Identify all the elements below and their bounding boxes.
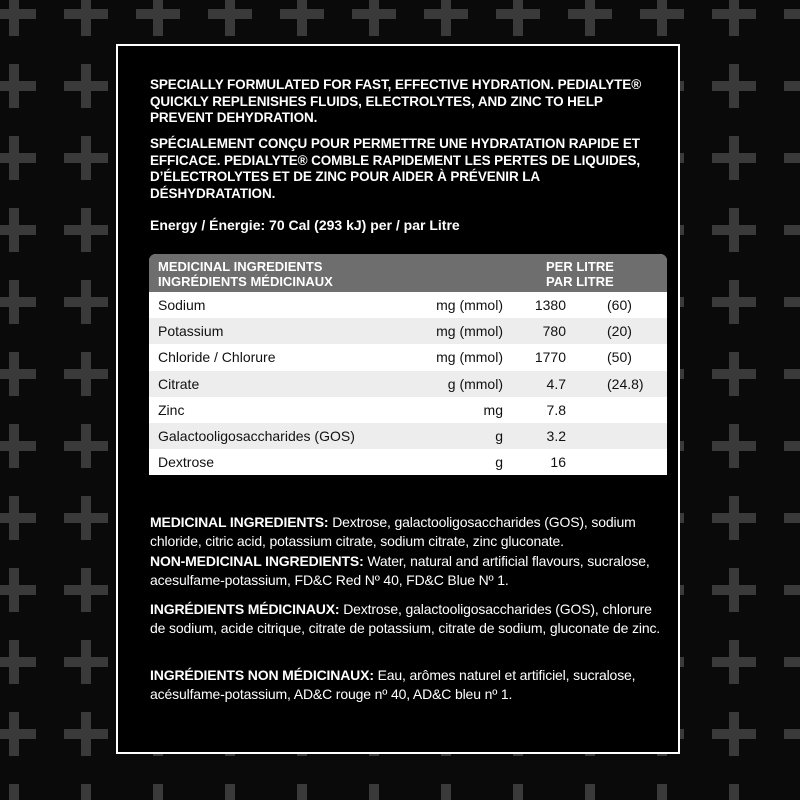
ingredient-name: Dextrose	[158, 454, 215, 471]
table-row	[149, 371, 667, 397]
ingredient-unit: mg (mmol)	[436, 323, 503, 340]
ingredient-value: 4.7	[546, 375, 566, 392]
header-per-litre: PER LITRE PAR LITRE	[546, 259, 614, 289]
ingredient-value: 780	[542, 323, 566, 340]
ingredients-non-medicinaux-paragraph: INGRÉDIENTS NON MÉDICINAUX: Eau, arômes naturel et artificiel, sucralose, acésulfame-potassium, AD&C rouge nº 40, AD&C bleu nº 1.	[150, 667, 636, 702]
non-medicinal-ingredients-paragraph: NON-MEDICINAL INGREDIENTS: Water, natural and artificial flavours, sucralose, acesulfame-potassium, FD&C Red Nº 40, FD&C Blue Nº 1.	[150, 553, 650, 588]
ingredient-name: Sodium	[158, 297, 206, 313]
ingredient-mmol: (24.8)	[607, 375, 644, 392]
label-panel	[116, 44, 680, 754]
table-row	[149, 318, 667, 344]
ingredients-medicinaux-paragraph: INGRÉDIENTS MÉDICINAUX: Dextrose, galactooligosaccharides (GOS), chlorure de sodium, acide citrique, citrate de potassium, citrate de sodium, gluconate de zinc.	[150, 601, 661, 636]
intro-english: SPECIALLY FORMULATED FOR FAST, EFFECTIVE HYDRATION. PEDIALYTE® QUICKLY REPLENISHES FLUIDS, ELECTROLYTES, AND ZINC TO HELP PREVENT DEHYDRATION.	[150, 77, 642, 125]
ingredient-mmol: (50)	[607, 349, 632, 366]
table-row	[149, 423, 667, 449]
ingredient-value: 16	[550, 454, 566, 471]
ingredient-unit: g (mmol)	[447, 375, 503, 392]
header-ingredients: MEDICINAL INGREDIENTS INGRÉDIENTS MÉDICINAUX	[158, 259, 333, 289]
medicinal-ingredients-paragraph: MEDICINAL INGREDIENTS: Dextrose, galactooligosaccharides (GOS), sodium chloride, citric acid, potassium citrate, sodium citrate, zinc gluconate.	[150, 514, 636, 549]
ingredient-unit: mg (mmol)	[436, 297, 503, 313]
table-row	[149, 449, 667, 475]
medicinal-ingredients-table	[149, 254, 667, 475]
ingredient-value: 1770	[534, 349, 566, 366]
ingredient-unit: mg (mmol)	[436, 349, 503, 366]
table-row	[149, 292, 667, 318]
ingredient-unit: mg	[483, 401, 503, 418]
ingredient-value: 7.8	[546, 401, 566, 418]
ingredient-value: 1380	[534, 297, 566, 313]
ingredient-name: Citrate	[158, 375, 200, 392]
ingredient-unit: g	[495, 427, 503, 444]
ingredient-name: Chloride / Chlorure	[158, 349, 276, 366]
ingredient-mmol: (20)	[607, 323, 632, 340]
intro-french: SPÉCIALEMENT CONÇU POUR PERMETTRE UNE HYDRATATION RAPIDE ET EFFICACE. PEDIALYTE® COMBLE RAPIDEMENT LES PERTES DE LIQUIDES, D’ÉLECTROLYTES ET DE ZINC POUR AIDER À PRÉVENIR LA DÉSHYDRATATION.	[150, 136, 641, 201]
ingredient-unit: g	[495, 454, 503, 471]
table-row	[149, 344, 667, 370]
ingredient-name: Galactooligosaccharides (GOS)	[158, 427, 355, 444]
ingredient-name: Zinc	[158, 401, 185, 418]
ingredient-value: 3.2	[546, 427, 566, 444]
table-row	[149, 397, 667, 423]
table-body	[149, 292, 667, 475]
ingredient-name: Potassium	[158, 323, 224, 340]
energy-statement: Energy / Énergie: 70 Cal (293 kJ) per / par Litre	[150, 217, 460, 233]
table-header	[149, 254, 667, 292]
ingredient-mmol: (60)	[607, 297, 632, 313]
